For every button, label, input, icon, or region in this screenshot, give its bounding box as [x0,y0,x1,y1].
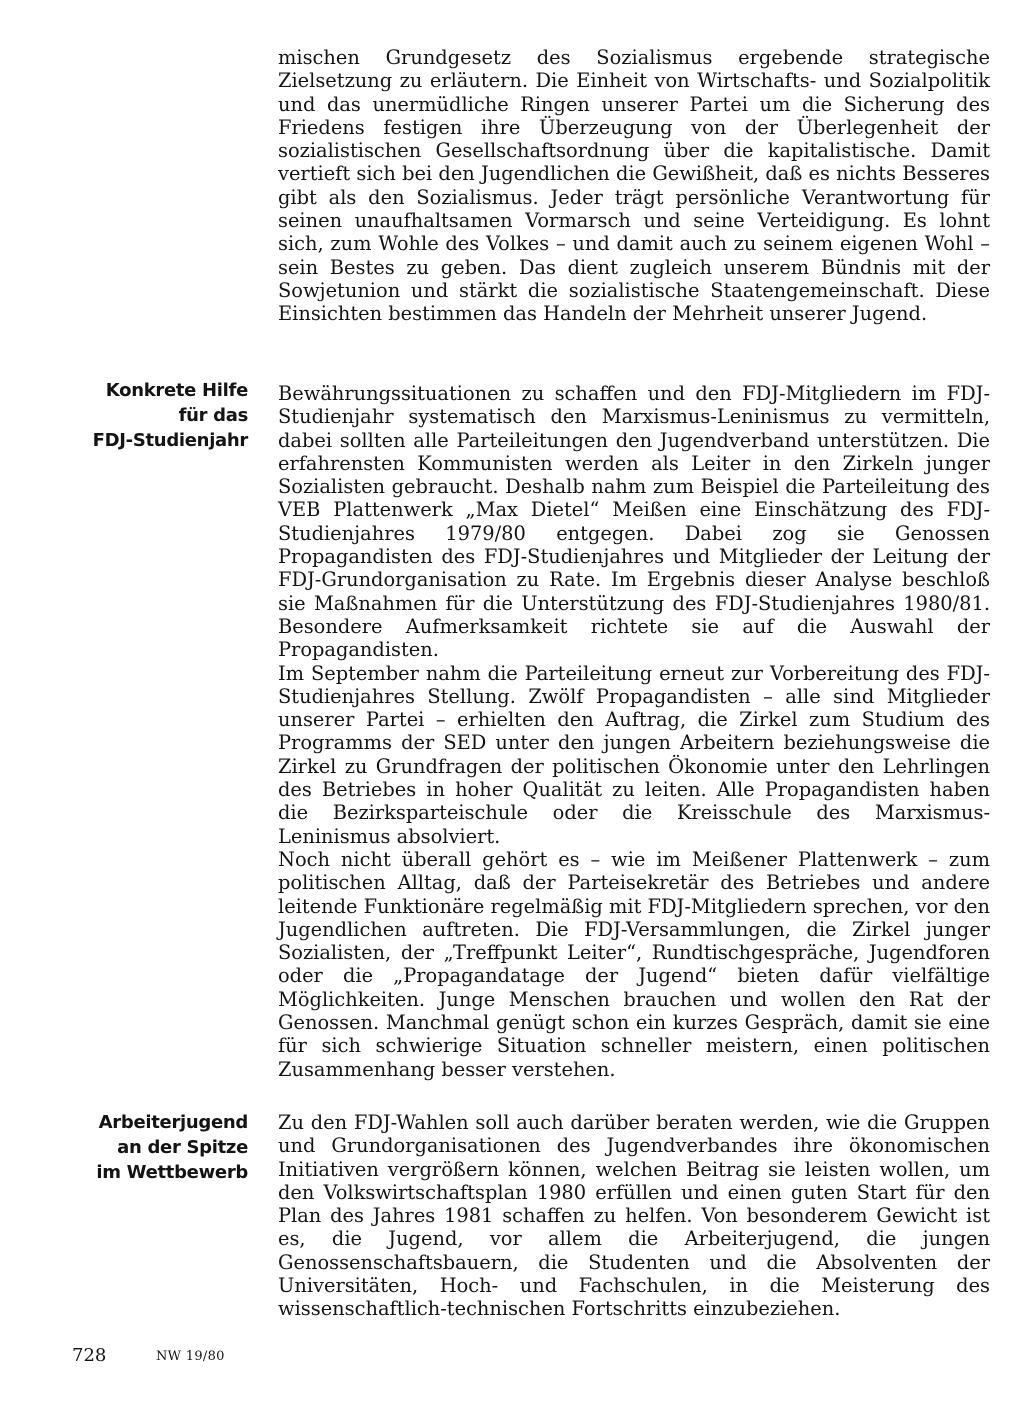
heading-line: an der Spitze [117,1137,248,1158]
intro-text-block [278,46,990,326]
section-2-text-block [278,1111,990,1321]
page-number: 728 [72,1345,107,1366]
paragraph: Bewährungssituationen zu schaffen und den FDJ-Mitgliedern im FDJ-Studienjahr systematisch den Marxismus-Leninismus zu vermitteln, dabei sollten alle Parteileitungen den Jugendverband unterstützen. Die erfahrensten Kommunisten werden als Leiter in den Zirkeln junger Sozialisten gebraucht. Deshalb nahm zum Beispiel die Parteileitung des VEB Plattenwerk „Max Dietel“ Meißen eine Einschätzung des FDJ-Studienjahres 1979/80 entgegen. Dabei zog sie Genossen Propagandisten des FDJ-Studienjahres und Mitglieder der Leitung der FDJ-Grundorganisation zu Rate. Im Ergebnis dieser Analyse beschloß sie Maßnahmen für die Unterstützung des FDJ-Studienjahres 1980/81. Besondere Aufmerksamkeit richtete sie auf die Auswahl der Propagandisten. [278,382,990,662]
issue-label: NW 19/80 [156,1349,225,1364]
section-1-text-block [278,382,990,1081]
heading-line: im Wettbewerb [96,1162,248,1183]
side-heading-konkrete-hilfe [68,378,248,453]
side-heading-arbeiterjugend [68,1110,248,1185]
paragraph: Zu den FDJ-Wahlen soll auch darüber beraten werden, wie die Gruppen und Grundorganisationen des Jugendverbandes ihre ökonomischen Initiativen vergrößern können, welchen Beitrag sie leisten wollen, um den Volkswirtschaftsplan 1980 erfüllen und einen guten Start für den Plan des Jahres 1981 schaffen zu helfen. Von besonderem Gewicht ist es, die Jugend, vor allem die Arbeiterjugend, die jungen Genossenschaftsbauern, die Studenten und die Absolventen der Universitäten, Hoch- und Fachschulen, in die Meisterung des wissenschaftlich-technischen Fortschritts einzubeziehen. [278,1111,990,1321]
paragraph: mischen Grundgesetz des Sozialismus ergebende strategische Zielsetzung zu erläutern. Die Einheit von Wirtschafts- und Sozialpolitik und das unermüdliche Ringen unserer Partei um die Sicherung des Friedens festigen ihre Überzeugung von der Überlegenheit der sozialistischen Gesellschaftsordnung über die kapitalistische. Damit vertieft sich bei den Jugendlichen die Gewißheit, daß es nichts Besseres gibt als den Sozialismus. Jeder trägt persönliche Verantwortung für seinen unaufhaltsamen Vormarsch und seine Verteidigung. Es lohnt sich, zum Wohle des Volkes – und damit auch zu seinem eigenen Wohl – sein Bestes zu geben. Das dient zugleich unserem Bündnis mit der Sowjetunion und stärkt die sozialistische Staatengemeinschaft. Diese Einsichten bestimmen das Handeln der Mehrheit unserer Jugend. [278,46,990,326]
paragraph: Im September nahm die Parteileitung erneut zur Vorbereitung des FDJ-Studienjahres Stellung. Zwölf Propagandisten – alle sind Mitglieder unserer Partei – erhielten den Auftrag, die Zirkel zum Studium des Programms der SED unter den jungen Arbeitern beziehungsweise die Zirkel zu Grundfragen der politischen Ökonomie unter den Lehrlingen des Betriebes in hoher Qualität zu leiten. Alle Propagandisten haben die Bezirksparteischule oder die Kreisschule des Marxismus-Leninismus absolviert. [278,661,990,848]
heading-line: Arbeiterjugend [98,1112,248,1133]
heading-line: für das [178,405,248,426]
heading-line: FDJ-Studienjahr [92,430,248,451]
heading-line: Konkrete Hilfe [105,380,248,401]
paragraph: Noch nicht überall gehört es – wie im Meißener Plattenwerk – zum politischen Alltag, daß der Parteisekretär des Betriebes und andere leitende Funktionäre regelmäßig mit FDJ-Mitgliedern sprechen, vor den Jugendlichen auftreten. Die FDJ-Versammlungen, die Zirkel junger Sozialisten, der „Treffpunkt Leiter“, Rundtischgespräche, Jugendforen oder die „Propagandatage der Jugend“ bieten dafür vielfältige Möglichkeiten. Junge Menschen brauchen und wollen den Rat der Genossen. Manchmal genügt schon ein kurzes Gespräch, damit sie eine für sich schwierige Situation schneller meistern, einen politischen Zusammenhang besser verstehen. [278,847,991,1081]
